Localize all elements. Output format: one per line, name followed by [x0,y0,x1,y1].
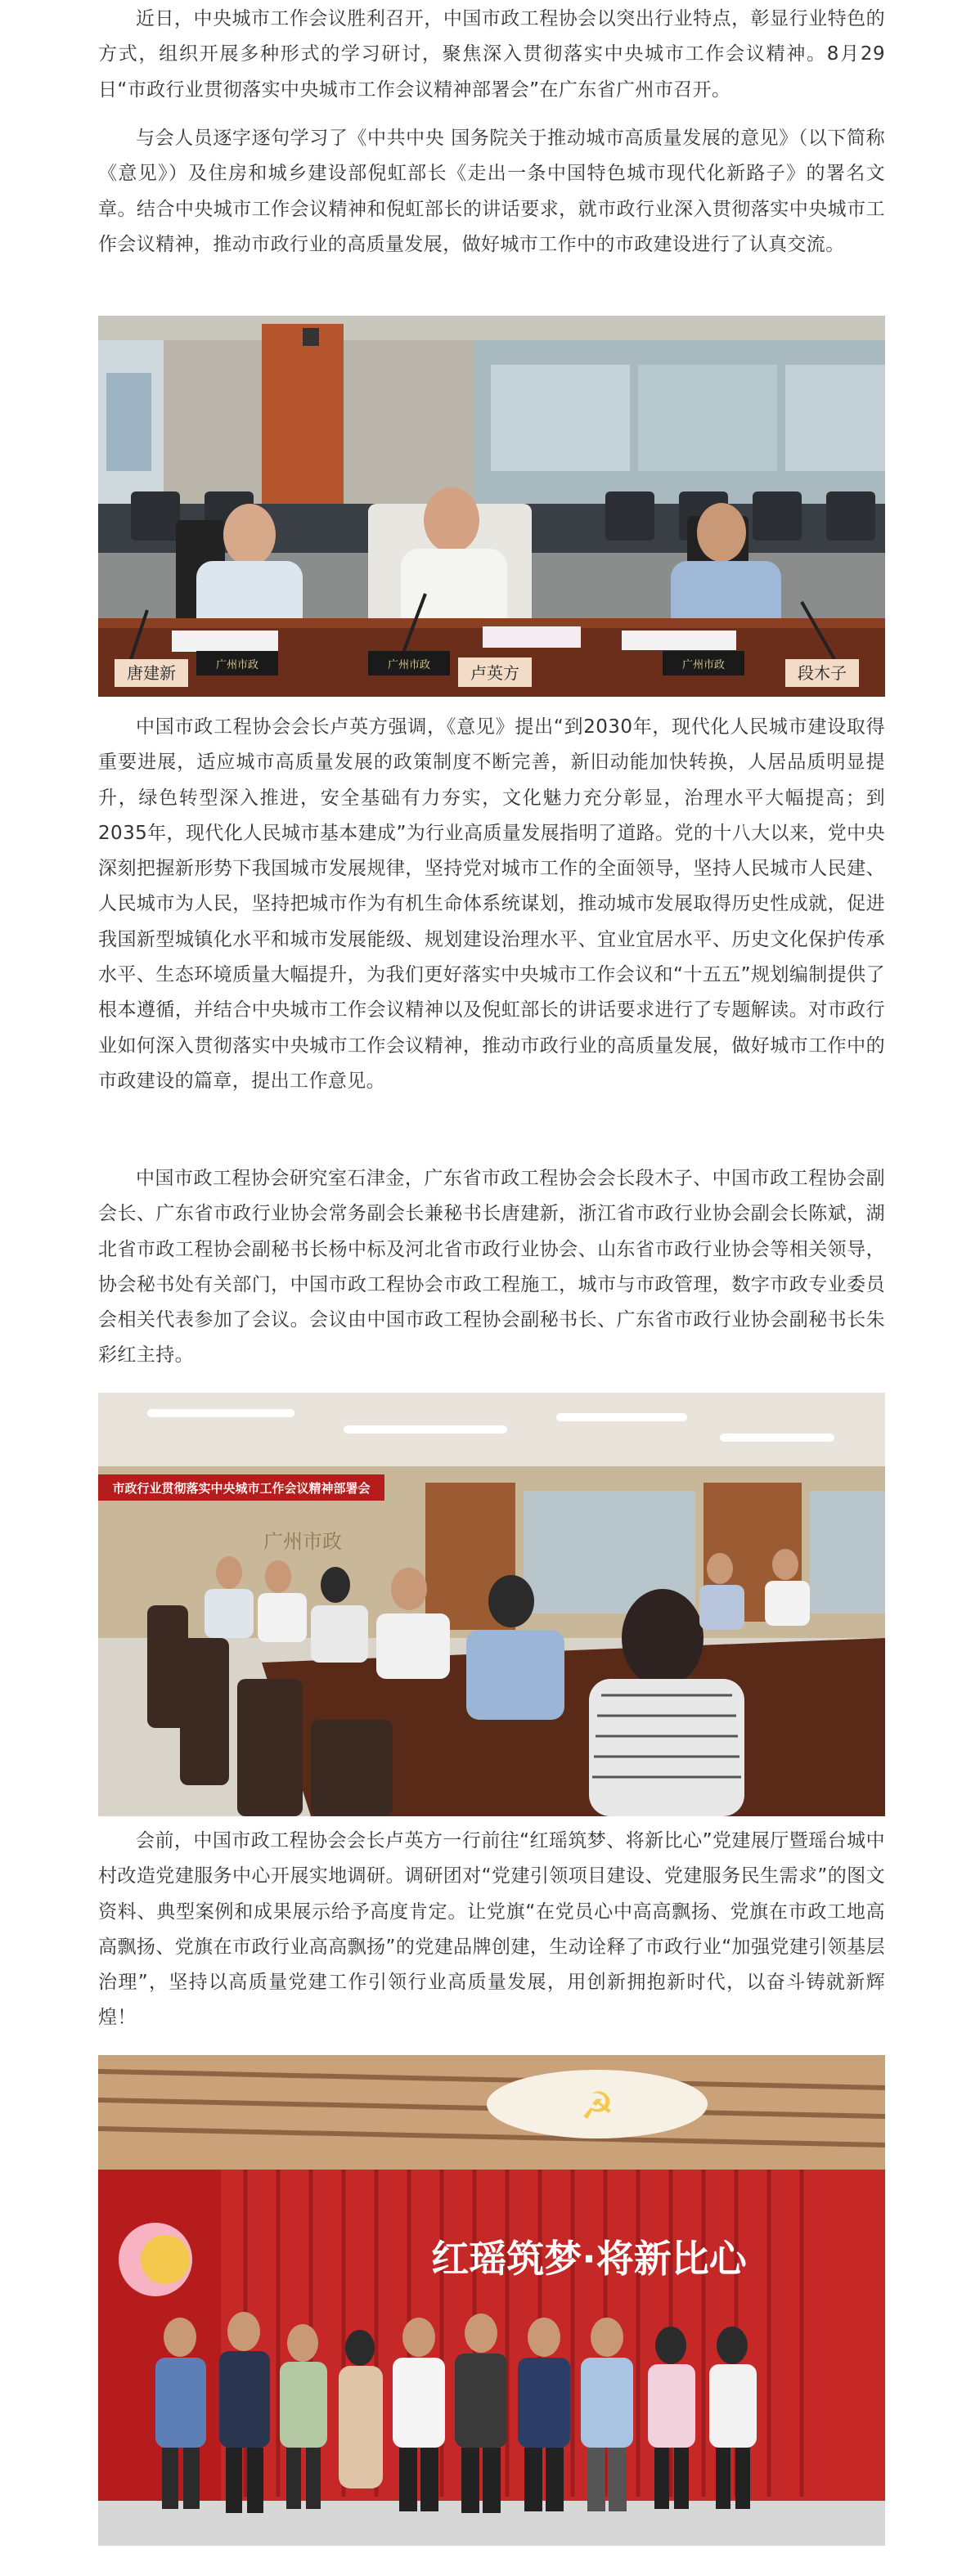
article-block-5 [98,1824,885,2036]
meeting-banner: 市政行业贯彻落实中央城市工作会议精神部署会 [112,1481,371,1496]
meeting-photo [98,316,885,697]
table-sign-center: 广州市政 [387,659,431,671]
nameplate-duan-muzi: 段木子 [798,663,847,683]
article-block-2 [98,121,885,263]
conference-room-photo [98,1393,885,1816]
wall-sign: 广州市政 [263,1530,342,1553]
article-block-1 [98,2,885,108]
article-block-3 [98,710,885,1099]
paragraph-visit: 会前，中国市政工程协会会长卢英方一行前往“红瑶筑梦、将新比心”党建展厅暨瑶台城中村改造党建服务中心开展实地调研。调研团对“党建引领项目建设、党建服务民生需求”的图文资料、典型案例和成果展示给予高度肯定。让党旗“在党员心中高高飘扬、党旗在市政工地高高飘扬、党旗在市政行业高高飘扬”的党建品牌创建，生动诠释了市政行业“加强党建引领基层治理”，坚持以高质量党建工作引领行业高质量发展，用创新拥抱新时代，以奋斗铸就新辉煌！ [98,1830,885,2029]
group-photo [98,2055,885,2546]
nameplate-tang-jianxin: 唐建新 [127,663,176,683]
party-emblem-icon: ☭ [580,2084,614,2128]
paragraph-attendees: 中国市政工程协会研究室石津金，广东省市政工程协会会长段木子、中国市政工程协会副会长、广东省市政行业协会常务副会长兼秘书长唐建新，浙江省市政行业协会副会长陈斌，湖北省市政工程协会副秘书长杨中标及河北省市政行业协会、山东省市政行业协会等相关领导，协会秘书处有关部门，中国市政工程协会市政工程施工，城市与市政管理，数字市政专业委员会相关代表参加了会议。会议由中国市政工程协会副秘书长、广东省市政行业协会副秘书长朱彩红主持。 [98,1168,885,1367]
nameplate-lu-yingfang: 卢英方 [470,663,519,683]
paragraph-study: 与会人员逐字逐句学习了《中共中央 国务院关于推动城市高质量发展的意见》（以下简称《意见》）及住房和城乡建设部倪虹部长《走出一条中国特色城市现代化新路子》的署名文章。结合中央城市工作会议精神和倪虹部长的讲话要求，就市政行业深入贯彻落实中央城市工作会议精神，推动市政行业的高质量发展，做好城市工作中的市政建设进行了认真交流。 [98,128,885,255]
article-block-4 [98,1161,885,1374]
wall-slogan: 红瑶筑梦·将新比心 [431,2237,747,2281]
paragraph-intro: 近日，中央城市工作会议胜利召开，中国市政工程协会以突出行业特点，彰显行业特色的方式，组织开展多种形式的学习研讨，聚焦深入贯彻落实中央城市工作会议精神。8月29日“市政行业贯彻落实中央城市工作会议精神部署会”在广东省广州市召开。 [98,8,885,101]
table-sign-right: 广州市政 [681,659,726,671]
table-sign-left: 广州市政 [215,659,259,671]
paragraph-speech: 中国市政工程协会会长卢英方强调，《意见》提出“到2030年，现代化人民城市建设取得重要进展，适应城市高质量发展的政策制度不断完善，新旧动能加快转换，人居品质明显提升，绿色转型深入推进，安全基础有力夯实，文化魅力充分彰显，治理水平大幅提高；到2035年，现代化人民城市基本建成”为行业高质量发展指明了道路。党的十八大以来，党中央深刻把握新形势下我国城市发展规律，坚持党对城市工作的全面领导，坚持人民城市人民建、人民城市为人民，坚持把城市作为有机生命体系统谋划，推动城市发展取得历史性成就，促进我国新型城镇化水平和城市发展能级、规划建设治理水平、宜业宜居水平、历史文化保护传承水平、生态环境质量大幅提升，为我们更好落实中央城市工作会议和“十五五”规划编制提供了根本遵循，并结合中央城市工作会议精神以及倪虹部长的讲话要求进行了专题解读。对市政行业如何深入贯彻落实中央城市工作会议精神，推动市政行业的高质量发展，做好城市工作中的市政建设的篇章，提出工作意见。 [98,716,885,1092]
